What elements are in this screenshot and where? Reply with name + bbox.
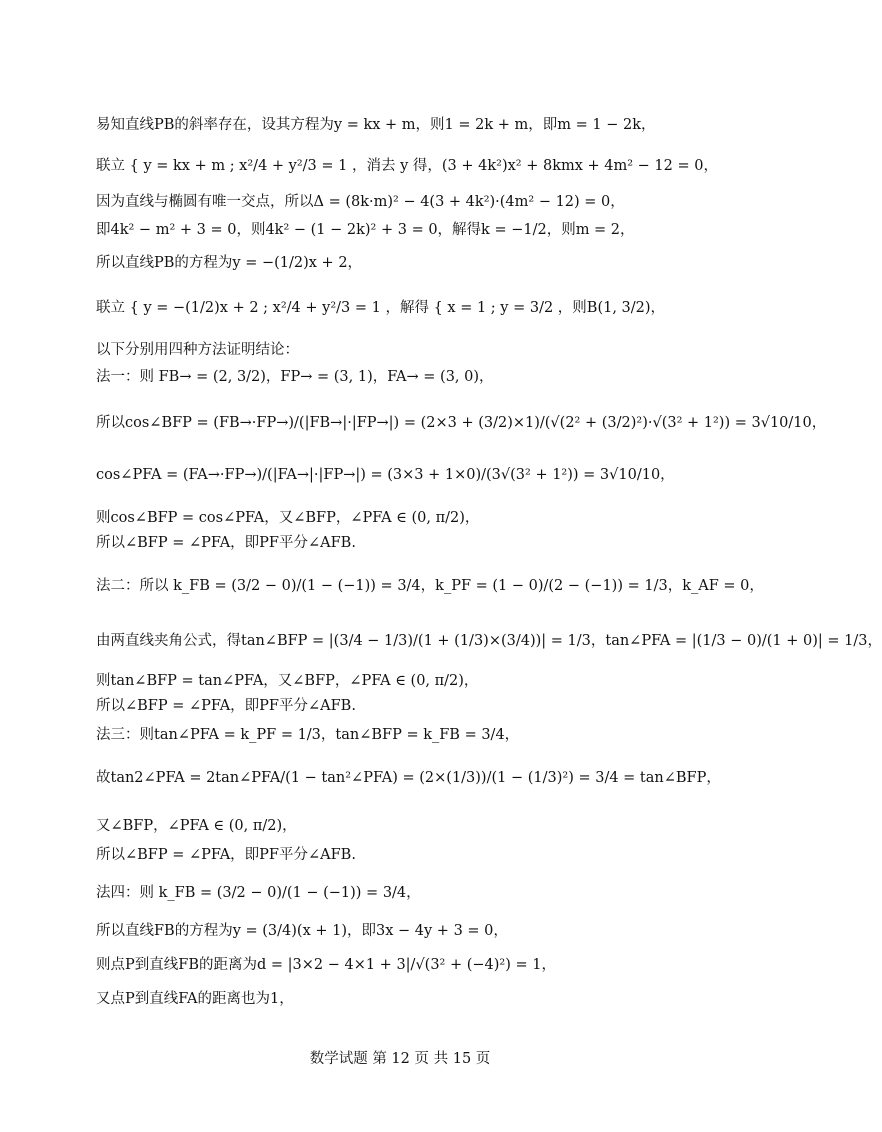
text-line: 因为直线与椭圆有唯一交点，所以Δ = (8k·m)² − 4(3 + 4k²)·(4m² − 12) = 0，	[96, 194, 625, 210]
text-line: 联立 { y = kx + m ; x²/4 + y²/3 = 1 ，消去 y 得，(3 + 4k²)x² + 8kmx + 4m² − 12 = 0，	[96, 158, 718, 174]
text-line: 所以∠BFP = ∠PFA，即PF平分∠AFB.	[96, 847, 356, 863]
text-line: 则cos∠BFP = cos∠PFA，又∠BFP，∠PFA ∈ (0, π/2)，	[96, 510, 480, 526]
text-line: 又∠BFP，∠PFA ∈ (0, π/2)，	[96, 818, 297, 834]
text-line: 所以∠BFP = ∠PFA，即PF平分∠AFB.	[96, 698, 356, 714]
text-line: 所以直线FB的方程为y = (3/4)(x + 1)，即3x − 4y + 3 = 0，	[96, 923, 508, 939]
text-line: 以下分别用四种方法证明结论：	[96, 342, 299, 358]
text-line: 则点P到直线FB的距离为d = |3×2 − 4×1 + 3|/√(3² + (−4)²) = 1，	[96, 957, 556, 973]
text-line: cos∠PFA = (FA→·FP→)/(|FA→|·|FP→|) = (3×3 + 1×0)/(3√(3² + 1²)) = 3√10/10，	[96, 467, 675, 483]
text-line: 由两直线夹角公式，得tan∠BFP = |(3/4 − 1/3)/(1 + (1/3)×(3/4))| = 1/3，tan∠PFA = |(1/3 − 0)/(1 + 0)| = 1/3，	[96, 633, 882, 649]
page-footer: 数学试题 第 12 页 共 15 页	[309, 1051, 491, 1067]
text-line: 联立 { y = −(1/2)x + 2 ; x²/4 + y²/3 = 1 ，解得 { x = 1 ; y = 3/2 ，则B(1, 3/2)，	[96, 300, 666, 316]
text-line: 又点P到直线FA的距离也为1，	[96, 991, 294, 1007]
text-line: 法四：则 k_FB = (3/2 − 0)/(1 − (−1)) = 3/4，	[96, 885, 421, 901]
text-line: 所以cos∠BFP = (FB→·FP→)/(|FB→|·|FP→|) = (2×3 + (3/2)×1)/(√(2² + (3/2)²)·√(3² + 1²)) = 3√10/10，	[96, 415, 827, 431]
text-line: 法三：则tan∠PFA = k_PF = 1/3，tan∠BFP = k_FB = 3/4，	[96, 727, 520, 743]
text-line: 则tan∠BFP = tan∠PFA，又∠BFP，∠PFA ∈ (0, π/2)，	[96, 673, 479, 689]
text-line: 易知直线PB的斜率存在，设其方程为y = kx + m，则1 = 2k + m，即m = 1 − 2k，	[96, 117, 656, 133]
text-line: 所以直线PB的方程为y = −(1/2)x + 2，	[96, 255, 363, 271]
text-line: 法一：则 FB→ = (2, 3/2)，FP→ = (3, 1)，FA→ = (3, 0)，	[96, 369, 494, 385]
text-line: 所以∠BFP = ∠PFA，即PF平分∠AFB.	[96, 535, 356, 551]
text-line: 法二：所以 k_FB = (3/2 − 0)/(1 − (−1)) = 3/4，k_PF = (1 − 0)/(2 − (−1)) = 1/3，k_AF = 0，	[96, 578, 764, 594]
text-line: 故tan2∠PFA = 2tan∠PFA/(1 − tan²∠PFA) = (2×(1/3))/(1 − (1/3)²) = 3/4 = tan∠BFP，	[96, 770, 721, 786]
text-line: 即4k² − m² + 3 = 0，则4k² − (1 − 2k)² + 3 = 0，解得k = −1/2，则m = 2，	[96, 222, 635, 238]
